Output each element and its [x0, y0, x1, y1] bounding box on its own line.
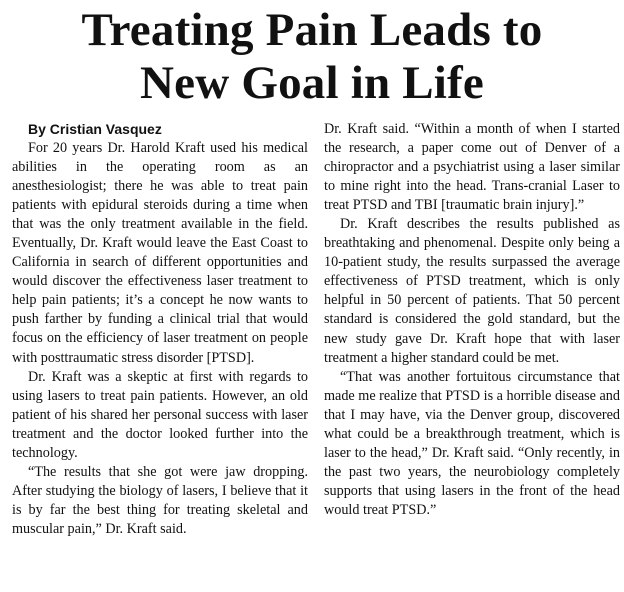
right-column: [324, 120, 620, 520]
left-column: [12, 120, 308, 539]
headline: [0, 4, 624, 110]
paragraph-results-quote: “The results that she got were jaw dropping. After studying the biology of lasers, I believe that it is by far the best thing for treating skeletal and muscular pain,” Dr. Kraft said.: [12, 463, 308, 537]
paragraph-skeptic: Dr. Kraft was a skeptic at first with regards to using lasers to treat pain patients. However, an old patient of his shared her personal success with laser treatment and the doctor looked further into the technology.: [12, 368, 308, 461]
paragraph-continuation: Dr. Kraft said. “Within a month of when I started the research, a paper come out of Denver of a chiropractor and a psychiatrist using a laser similar to mine right into the head. Trans-cranial Laser to treat PTSD and TBI [traumatic brain injury].”: [324, 121, 620, 214]
paragraph-intro: For 20 years Dr. Harold Kraft used his medical abilities in the operating room as an anesthesiologist; there he was able to treat pain patients with epidural steroids during a time when that was the only treatment available in the field. Eventually, Dr. Kraft would leave the East Coast to California in search of different opportunities and would discover the effectiveness laser treatment to help pain patients; it’s a concept he now wants to push farther by funding a clinical trial that would focus on the efficiency of laser treatment on people with posttraumatic stress disorder [PTSD].: [12, 140, 308, 366]
paragraph-fortuitous: “That was another fortuitous circumstance that made me realize that PTSD is a horrible disease and that I may have, via the Denver group, discovered what could be a breakthrough treatment, which is laser to the head,” Dr. Kraft said. “Only recently, in the past two years, the neurobiology completely supports that using lasers in the front of the head would treat PTSD.”: [324, 368, 620, 518]
paragraph-study-results: Dr. Kraft describes the results published as breathtaking and phenomenal. Despite only being a 10-patient study, the results surpassed the average effectiveness of PTSD treatment, which is only helpful in 50 percent of patients. That 50 percent standard is considered the gold standard, but the new study gave Dr. Kraft hope that with laser treatment a higher standard could be met.: [324, 216, 620, 366]
byline: By Cristian Vasquez: [28, 121, 162, 137]
headline-line-1: Treating Pain Leads to: [81, 4, 543, 56]
headline-line-2: New Goal in Life: [140, 57, 484, 109]
